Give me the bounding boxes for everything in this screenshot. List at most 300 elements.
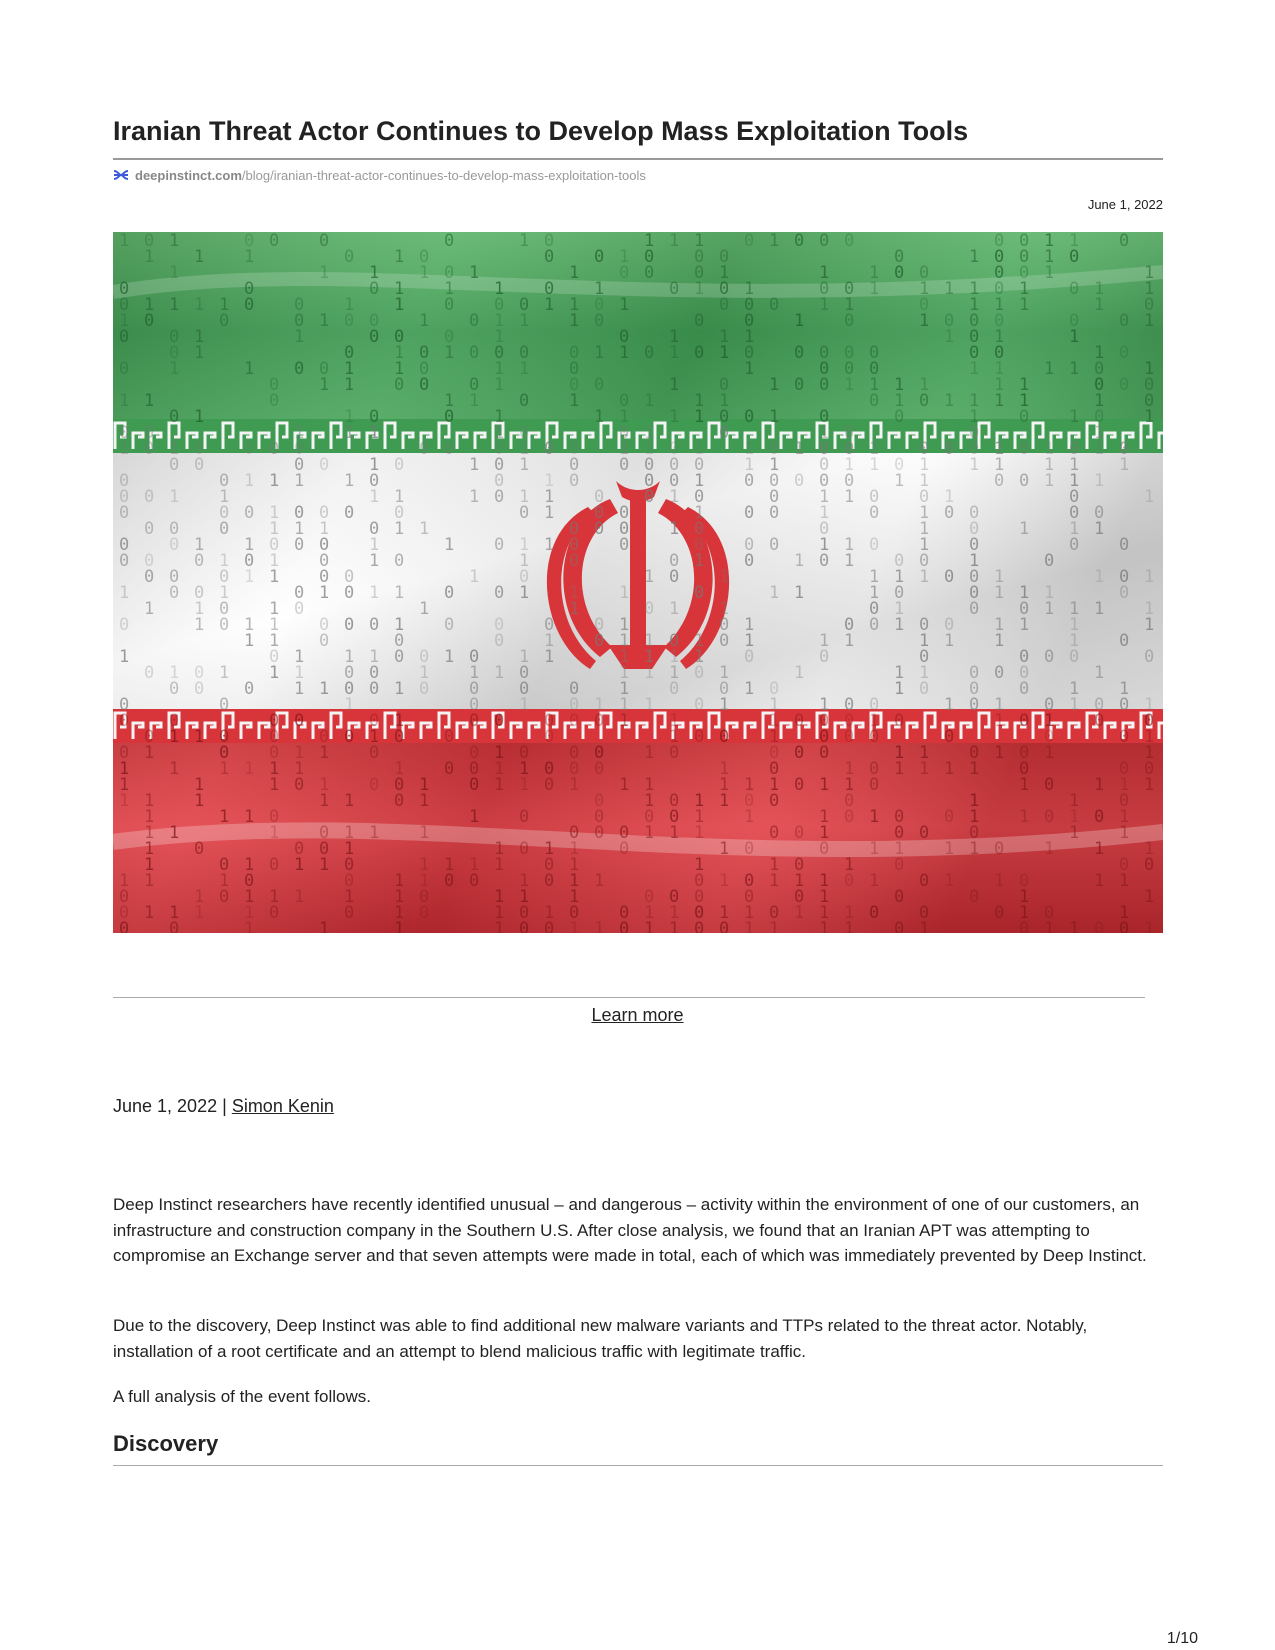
svg-text:0: 0 xyxy=(1019,647,1030,667)
svg-text:1: 1 xyxy=(644,919,655,933)
svg-text:1: 1 xyxy=(694,807,705,827)
svg-text:0: 0 xyxy=(119,279,130,299)
svg-text:0: 0 xyxy=(369,711,380,731)
svg-text:1: 1 xyxy=(1044,263,1055,283)
svg-text:0: 0 xyxy=(1019,439,1030,459)
svg-text:1: 1 xyxy=(869,375,880,395)
svg-text:1: 1 xyxy=(1019,887,1030,907)
svg-text:1: 1 xyxy=(1094,663,1105,683)
svg-text:0: 0 xyxy=(144,551,155,571)
svg-text:0: 0 xyxy=(444,871,455,891)
svg-text:1: 1 xyxy=(869,567,880,587)
svg-text:0: 0 xyxy=(519,807,530,827)
svg-text:1: 1 xyxy=(894,471,905,491)
svg-text:1: 1 xyxy=(469,663,480,683)
svg-text:1: 1 xyxy=(519,759,530,779)
svg-text:1: 1 xyxy=(544,535,555,555)
svg-text:1: 1 xyxy=(869,871,880,891)
svg-text:1: 1 xyxy=(644,903,655,923)
svg-text:0: 0 xyxy=(819,711,830,731)
svg-text:0: 0 xyxy=(494,439,505,459)
page-number: 1/10 xyxy=(1166,1630,1198,1647)
svg-text:1: 1 xyxy=(669,903,680,923)
svg-text:1: 1 xyxy=(1144,839,1155,859)
svg-text:1: 1 xyxy=(244,471,255,491)
svg-text:0: 0 xyxy=(519,839,530,859)
svg-text:0: 0 xyxy=(569,471,580,491)
svg-text:1: 1 xyxy=(1119,679,1130,699)
svg-text:1: 1 xyxy=(944,327,955,347)
author-link[interactable]: Simon Kenin xyxy=(231,1096,334,1116)
svg-text:1: 1 xyxy=(369,423,380,443)
svg-text:0: 0 xyxy=(1044,551,1055,571)
svg-text:1: 1 xyxy=(269,615,280,635)
svg-text:1: 1 xyxy=(494,327,505,347)
svg-text:0: 0 xyxy=(769,503,780,523)
svg-text:1: 1 xyxy=(1019,375,1030,395)
svg-text:1: 1 xyxy=(294,743,305,763)
svg-text:0: 0 xyxy=(919,263,930,283)
svg-text:1: 1 xyxy=(669,599,680,619)
svg-text:0: 0 xyxy=(919,679,930,699)
svg-text:0: 0 xyxy=(369,407,380,427)
svg-text:1: 1 xyxy=(919,535,930,555)
svg-text:1: 1 xyxy=(1019,775,1030,795)
svg-text:0: 0 xyxy=(169,567,180,587)
svg-text:0: 0 xyxy=(119,295,130,315)
svg-text:0: 0 xyxy=(269,391,280,411)
svg-text:1: 1 xyxy=(144,391,155,411)
svg-text:0: 0 xyxy=(444,407,455,427)
svg-text:1: 1 xyxy=(569,919,580,933)
svg-text:1: 1 xyxy=(669,663,680,683)
svg-text:1: 1 xyxy=(894,391,905,411)
svg-text:1: 1 xyxy=(719,263,730,283)
svg-text:0: 0 xyxy=(919,391,930,411)
svg-text:1: 1 xyxy=(969,279,980,299)
svg-text:0: 0 xyxy=(569,519,580,539)
svg-text:1: 1 xyxy=(1069,599,1080,619)
svg-text:0: 0 xyxy=(669,631,680,651)
svg-text:1: 1 xyxy=(844,535,855,555)
svg-text:1: 1 xyxy=(1094,871,1105,891)
svg-text:1: 1 xyxy=(344,423,355,443)
svg-text:1: 1 xyxy=(344,647,355,667)
svg-text:1: 1 xyxy=(244,855,255,875)
svg-text:0: 0 xyxy=(294,503,305,523)
svg-text:0: 0 xyxy=(169,535,180,555)
svg-text:1: 1 xyxy=(194,295,205,315)
svg-text:1: 1 xyxy=(319,679,330,699)
svg-text:1: 1 xyxy=(919,631,930,651)
svg-text:1: 1 xyxy=(569,775,580,795)
svg-text:0: 0 xyxy=(394,791,405,811)
svg-text:1: 1 xyxy=(444,343,455,363)
svg-text:0: 0 xyxy=(569,743,580,763)
svg-text:1: 1 xyxy=(369,535,380,555)
svg-text:1: 1 xyxy=(919,567,930,587)
svg-text:1: 1 xyxy=(719,839,730,859)
svg-text:0: 0 xyxy=(644,263,655,283)
svg-text:0: 0 xyxy=(644,343,655,363)
svg-text:0: 0 xyxy=(344,727,355,747)
svg-text:1: 1 xyxy=(294,887,305,907)
svg-text:0: 0 xyxy=(494,487,505,507)
svg-text:0: 0 xyxy=(194,679,205,699)
iran-flag-binary-image xyxy=(113,232,1163,933)
svg-text:0: 0 xyxy=(244,439,255,459)
svg-text:1: 1 xyxy=(569,263,580,283)
svg-text:1: 1 xyxy=(969,407,980,427)
svg-text:0: 0 xyxy=(744,407,755,427)
svg-text:0: 0 xyxy=(469,711,480,731)
svg-text:0: 0 xyxy=(369,279,380,299)
svg-text:0: 0 xyxy=(669,743,680,763)
svg-text:0: 0 xyxy=(444,295,455,315)
svg-text:1: 1 xyxy=(1069,679,1080,699)
svg-text:0: 0 xyxy=(469,695,480,715)
svg-text:0: 0 xyxy=(469,871,480,891)
svg-text:1: 1 xyxy=(969,391,980,411)
svg-text:1: 1 xyxy=(544,471,555,491)
svg-text:0: 0 xyxy=(144,487,155,507)
svg-text:0: 0 xyxy=(844,791,855,811)
svg-text:0: 0 xyxy=(119,327,130,347)
svg-text:1: 1 xyxy=(594,407,605,427)
svg-text:0: 0 xyxy=(344,247,355,267)
svg-text:0: 0 xyxy=(594,631,605,651)
svg-text:1: 1 xyxy=(969,455,980,475)
svg-text:0: 0 xyxy=(969,583,980,603)
svg-text:0: 0 xyxy=(619,391,630,411)
svg-text:1: 1 xyxy=(844,919,855,933)
body-paragraph: Deep Instinct researchers have recently identified unusual – and dangerous – activity within the environment of one of our customers, an infrastructure and construction company in the Southern U.S. After close analysis, we found that an Iranian APT was attempting to compromise an Exchange server and that seven attempts were made in total, each of which was immediately prevented by Deep Instinct. xyxy=(113,1195,1147,1265)
svg-text:1: 1 xyxy=(794,311,805,331)
svg-text:1: 1 xyxy=(1044,247,1055,267)
svg-text:1: 1 xyxy=(469,487,480,507)
svg-text:1: 1 xyxy=(994,295,1005,315)
svg-text:0: 0 xyxy=(369,327,380,347)
svg-text:1: 1 xyxy=(394,343,405,363)
svg-text:0: 0 xyxy=(919,551,930,571)
svg-text:1: 1 xyxy=(619,711,630,731)
svg-text:0: 0 xyxy=(794,232,805,251)
svg-text:0: 0 xyxy=(894,807,905,827)
svg-text:0: 0 xyxy=(594,615,605,635)
svg-text:0: 0 xyxy=(394,727,405,747)
svg-text:1: 1 xyxy=(894,759,905,779)
svg-text:1: 1 xyxy=(544,903,555,923)
svg-text:1: 1 xyxy=(344,295,355,315)
svg-text:1: 1 xyxy=(494,407,505,427)
svg-text:1: 1 xyxy=(419,663,430,683)
svg-text:0: 0 xyxy=(719,615,730,635)
svg-text:0: 0 xyxy=(344,903,355,923)
svg-text:1: 1 xyxy=(319,791,330,811)
learn-more-divider xyxy=(113,997,1145,998)
svg-text:1: 1 xyxy=(894,663,905,683)
svg-text:1: 1 xyxy=(619,631,630,651)
svg-text:0: 0 xyxy=(844,232,855,251)
svg-text:0: 0 xyxy=(794,343,805,363)
svg-text:1: 1 xyxy=(1144,695,1155,715)
svg-text:0: 0 xyxy=(869,903,880,923)
svg-text:1: 1 xyxy=(719,695,730,715)
svg-text:1: 1 xyxy=(444,535,455,555)
svg-text:1: 1 xyxy=(519,583,530,603)
svg-text:1: 1 xyxy=(1019,391,1030,411)
svg-text:1: 1 xyxy=(994,359,1005,379)
svg-text:1: 1 xyxy=(1119,823,1130,843)
svg-text:1: 1 xyxy=(494,375,505,395)
svg-text:1: 1 xyxy=(1094,519,1105,539)
svg-text:1: 1 xyxy=(519,551,530,571)
svg-text:0: 0 xyxy=(369,679,380,699)
svg-text:1: 1 xyxy=(994,439,1005,459)
svg-text:1: 1 xyxy=(319,519,330,539)
svg-text:0: 0 xyxy=(694,695,705,715)
svg-text:0: 0 xyxy=(469,775,480,795)
svg-text:0: 0 xyxy=(819,647,830,667)
svg-text:1: 1 xyxy=(694,551,705,571)
svg-text:1: 1 xyxy=(669,375,680,395)
svg-text:0: 0 xyxy=(269,727,280,747)
svg-text:0: 0 xyxy=(1019,471,1030,491)
svg-text:0: 0 xyxy=(119,903,130,923)
svg-text:0: 0 xyxy=(994,279,1005,299)
svg-text:0: 0 xyxy=(719,407,730,427)
svg-text:1: 1 xyxy=(1019,519,1030,539)
svg-text:1: 1 xyxy=(769,919,780,933)
svg-text:1: 1 xyxy=(744,615,755,635)
svg-text:1: 1 xyxy=(1069,631,1080,651)
svg-text:0: 0 xyxy=(444,615,455,635)
svg-text:0: 0 xyxy=(1144,855,1155,875)
svg-text:1: 1 xyxy=(569,295,580,315)
svg-text:1: 1 xyxy=(669,343,680,363)
svg-text:1: 1 xyxy=(544,503,555,523)
svg-text:1: 1 xyxy=(369,647,380,667)
svg-text:0: 0 xyxy=(819,727,830,747)
svg-text:1: 1 xyxy=(519,887,530,907)
svg-text:0: 0 xyxy=(344,871,355,891)
svg-text:1: 1 xyxy=(1019,615,1030,635)
svg-text:1: 1 xyxy=(994,631,1005,651)
svg-text:0: 0 xyxy=(444,263,455,283)
svg-text:0: 0 xyxy=(669,791,680,811)
svg-text:0: 0 xyxy=(594,487,605,507)
svg-text:0: 0 xyxy=(1094,375,1105,395)
svg-text:0: 0 xyxy=(1119,439,1130,459)
svg-text:0: 0 xyxy=(394,503,405,523)
svg-text:1: 1 xyxy=(919,743,930,763)
svg-text:0: 0 xyxy=(419,375,430,395)
svg-text:0: 0 xyxy=(894,263,905,283)
svg-text:0: 0 xyxy=(219,599,230,619)
svg-text:1: 1 xyxy=(369,487,380,507)
svg-text:0: 0 xyxy=(669,455,680,475)
svg-text:0: 0 xyxy=(469,375,480,395)
svg-text:0: 0 xyxy=(794,887,805,907)
svg-text:1: 1 xyxy=(1144,311,1155,331)
svg-text:1: 1 xyxy=(994,375,1005,395)
svg-text:1: 1 xyxy=(244,759,255,779)
svg-text:0: 0 xyxy=(969,343,980,363)
svg-text:0: 0 xyxy=(894,551,905,571)
svg-text:0: 0 xyxy=(369,743,380,763)
svg-text:1: 1 xyxy=(744,775,755,795)
svg-text:1: 1 xyxy=(419,311,430,331)
svg-text:1: 1 xyxy=(944,279,955,299)
svg-text:1: 1 xyxy=(119,775,130,795)
svg-text:0: 0 xyxy=(769,439,780,459)
svg-text:1: 1 xyxy=(169,295,180,315)
svg-text:1: 1 xyxy=(769,711,780,731)
svg-text:1: 1 xyxy=(1044,455,1055,475)
svg-text:0: 0 xyxy=(119,487,130,507)
svg-text:1: 1 xyxy=(369,551,380,571)
svg-text:1: 1 xyxy=(894,567,905,587)
svg-text:1: 1 xyxy=(1094,343,1105,363)
svg-text:1: 1 xyxy=(394,519,405,539)
svg-text:0: 0 xyxy=(894,711,905,731)
svg-text:0: 0 xyxy=(494,471,505,491)
svg-text:1: 1 xyxy=(1044,743,1055,763)
svg-text:1: 1 xyxy=(744,455,755,475)
svg-text:1: 1 xyxy=(569,887,580,907)
svg-text:0: 0 xyxy=(219,471,230,491)
svg-text:0: 0 xyxy=(419,887,430,907)
svg-text:1: 1 xyxy=(644,743,655,763)
svg-text:0: 0 xyxy=(944,807,955,827)
svg-text:1: 1 xyxy=(994,327,1005,347)
svg-text:0: 0 xyxy=(219,887,230,907)
svg-text:1: 1 xyxy=(769,855,780,875)
svg-text:0: 0 xyxy=(194,455,205,475)
svg-text:0: 0 xyxy=(769,535,780,555)
svg-text:0: 0 xyxy=(294,311,305,331)
svg-text:0: 0 xyxy=(544,919,555,933)
svg-text:1: 1 xyxy=(1069,695,1080,715)
svg-text:0: 0 xyxy=(1119,311,1130,331)
svg-text:0: 0 xyxy=(419,343,430,363)
svg-text:1: 1 xyxy=(194,343,205,363)
svg-text:1: 1 xyxy=(869,583,880,603)
svg-text:1: 1 xyxy=(1094,439,1105,459)
svg-text:1: 1 xyxy=(994,567,1005,587)
svg-text:1: 1 xyxy=(119,759,130,779)
svg-text:1: 1 xyxy=(419,263,430,283)
svg-text:1: 1 xyxy=(319,855,330,875)
svg-text:1: 1 xyxy=(544,295,555,315)
svg-text:1: 1 xyxy=(269,663,280,683)
svg-text:1: 1 xyxy=(269,519,280,539)
svg-text:1: 1 xyxy=(719,903,730,923)
svg-text:1: 1 xyxy=(494,839,505,859)
svg-text:1: 1 xyxy=(269,759,280,779)
svg-text:1: 1 xyxy=(194,727,205,747)
svg-text:1: 1 xyxy=(894,839,905,859)
svg-text:1: 1 xyxy=(619,295,630,315)
svg-text:0: 0 xyxy=(869,359,880,379)
svg-text:1: 1 xyxy=(1069,519,1080,539)
svg-text:0: 0 xyxy=(844,727,855,747)
svg-text:1: 1 xyxy=(719,759,730,779)
svg-text:1: 1 xyxy=(1069,823,1080,843)
svg-text:0: 0 xyxy=(544,775,555,795)
svg-text:1: 1 xyxy=(294,663,305,683)
svg-text:0: 0 xyxy=(919,439,930,459)
svg-text:1: 1 xyxy=(469,567,480,587)
svg-text:0: 0 xyxy=(744,295,755,315)
svg-text:0: 0 xyxy=(1119,631,1130,651)
svg-text:0: 0 xyxy=(219,743,230,763)
svg-text:0: 0 xyxy=(569,679,580,699)
svg-text:0: 0 xyxy=(844,695,855,715)
svg-text:1: 1 xyxy=(494,903,505,923)
svg-text:1: 1 xyxy=(919,663,930,683)
svg-text:0: 0 xyxy=(1044,775,1055,795)
svg-text:0: 0 xyxy=(144,423,155,443)
svg-text:0: 0 xyxy=(619,919,630,933)
svg-text:0: 0 xyxy=(394,551,405,571)
svg-text:0: 0 xyxy=(469,311,480,331)
svg-text:1: 1 xyxy=(744,631,755,651)
svg-text:1: 1 xyxy=(869,263,880,283)
svg-text:0: 0 xyxy=(719,295,730,315)
svg-text:0: 0 xyxy=(519,503,530,523)
svg-text:1: 1 xyxy=(369,455,380,475)
svg-text:0: 0 xyxy=(144,519,155,539)
svg-text:1: 1 xyxy=(969,247,980,267)
svg-text:0: 0 xyxy=(494,535,505,555)
svg-text:0: 0 xyxy=(694,343,705,363)
svg-text:0: 0 xyxy=(294,599,305,619)
svg-text:0: 0 xyxy=(444,327,455,347)
svg-text:1: 1 xyxy=(944,759,955,779)
svg-text:1: 1 xyxy=(219,583,230,603)
svg-text:0: 0 xyxy=(1119,567,1130,587)
svg-text:1: 1 xyxy=(1019,903,1030,923)
svg-text:0: 0 xyxy=(1019,871,1030,891)
svg-text:1: 1 xyxy=(144,807,155,827)
svg-text:1: 1 xyxy=(594,279,605,299)
svg-text:1: 1 xyxy=(994,743,1005,763)
svg-text:0: 0 xyxy=(619,839,630,859)
svg-text:1: 1 xyxy=(1019,807,1030,827)
svg-text:0: 0 xyxy=(369,775,380,795)
svg-text:0: 0 xyxy=(694,583,705,603)
svg-text:0: 0 xyxy=(744,535,755,555)
svg-text:0: 0 xyxy=(944,615,955,635)
svg-text:1: 1 xyxy=(269,471,280,491)
learn-more-link[interactable]: Learn more xyxy=(591,1005,684,1025)
svg-text:1: 1 xyxy=(244,535,255,555)
svg-text:1: 1 xyxy=(719,599,730,619)
source-url[interactable] xyxy=(113,168,646,184)
svg-text:0: 0 xyxy=(119,471,130,491)
svg-text:1: 1 xyxy=(819,695,830,715)
svg-text:1: 1 xyxy=(444,279,455,299)
svg-text:1: 1 xyxy=(269,887,280,907)
svg-text:1: 1 xyxy=(819,871,830,891)
svg-text:0: 0 xyxy=(869,503,880,523)
svg-text:1: 1 xyxy=(819,263,830,283)
svg-text:1: 1 xyxy=(819,903,830,923)
svg-text:1: 1 xyxy=(169,823,180,843)
svg-text:0: 0 xyxy=(169,679,180,699)
svg-text:1: 1 xyxy=(844,295,855,315)
